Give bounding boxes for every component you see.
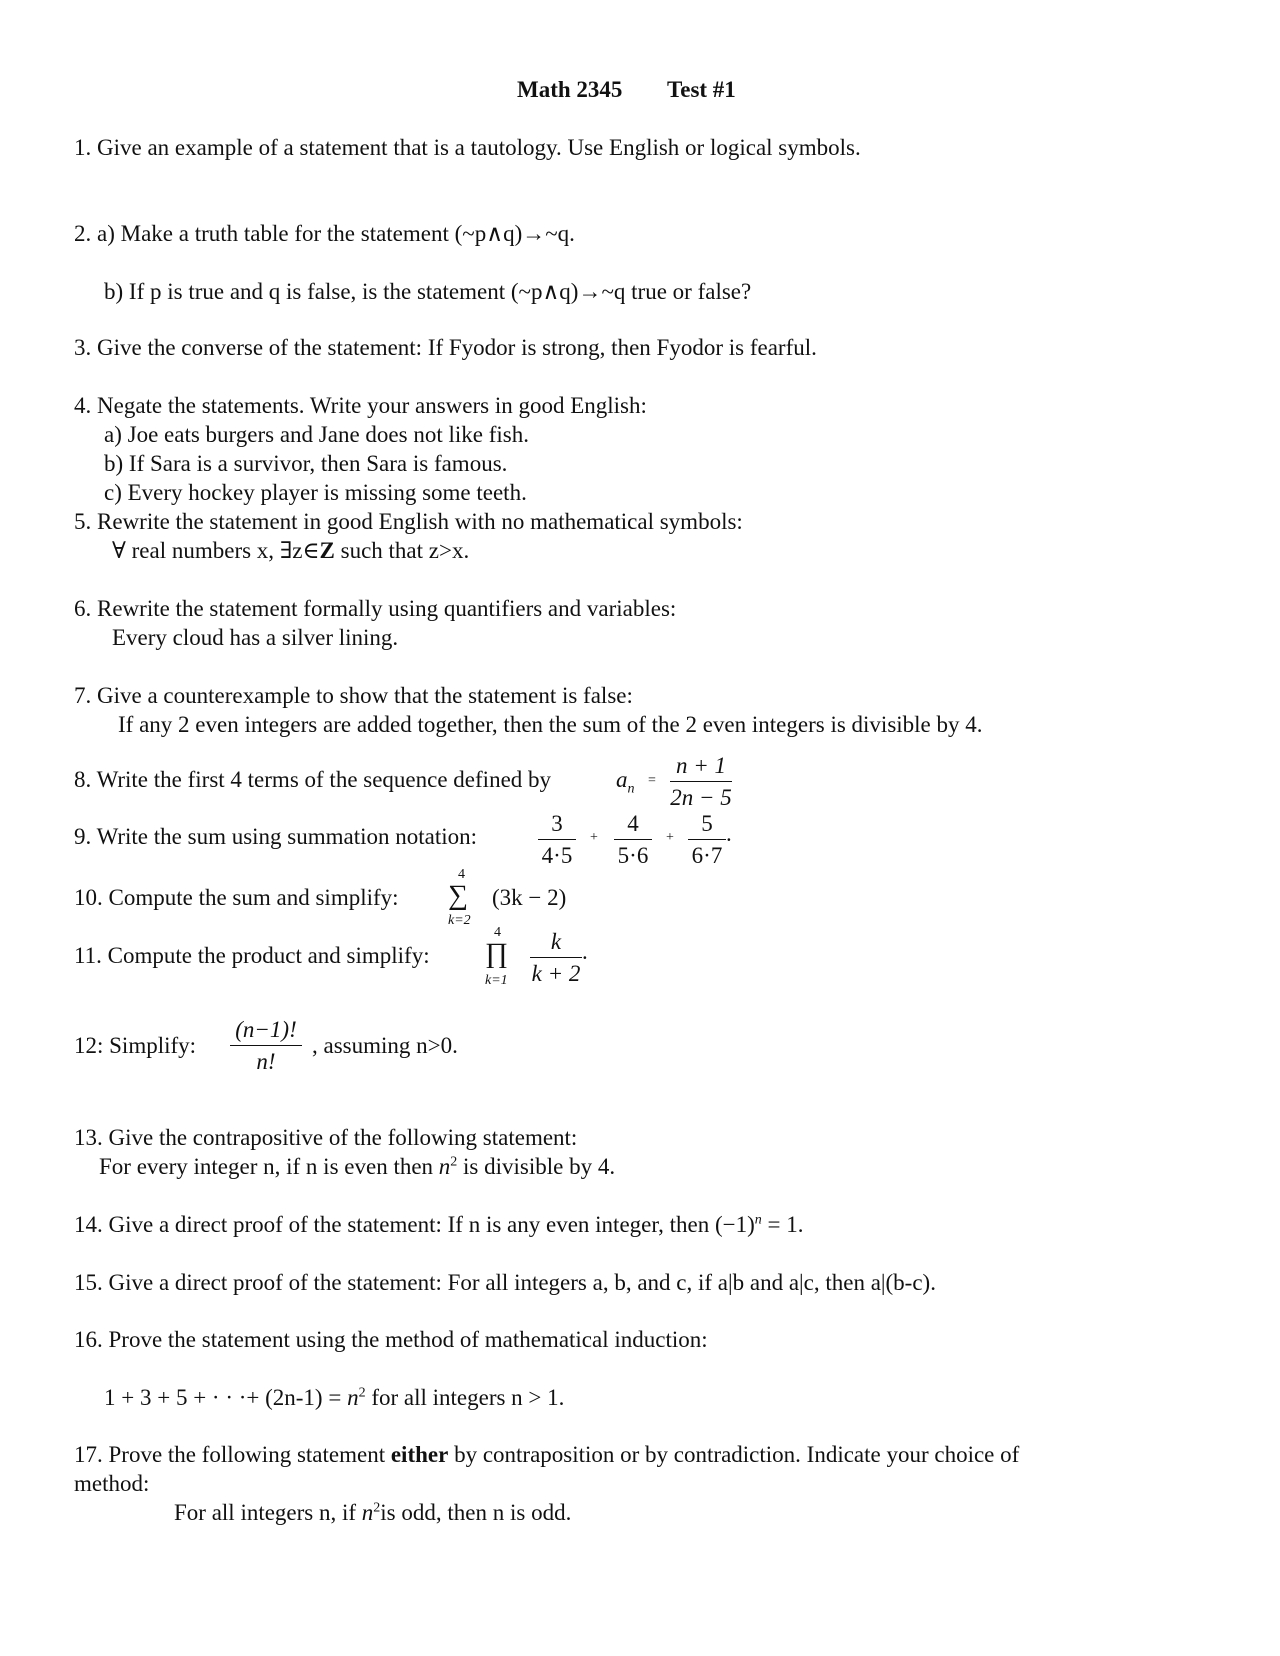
q5-integers-symbol: Z xyxy=(319,538,335,563)
q11-period: . xyxy=(582,939,588,964)
q13-exp: 2 xyxy=(450,1154,458,1170)
q8-fraction xyxy=(670,754,732,809)
sigma-icon: ∑ xyxy=(448,880,468,911)
question-17-statement: For all integers n, if $n^2is$ odd, then n is odd. xyxy=(174,1500,572,1525)
q5-post: such that z>x. xyxy=(334,538,470,563)
question-4: 4. Negate the statements. Write your answers in good English: xyxy=(74,393,647,418)
question-3: 3. Give the converse of the statement: If Fyodor is strong, then Fyodor is fearful. xyxy=(74,335,817,360)
question-4b: b) If Sara is a survivor, then Sara is famous. xyxy=(104,451,508,476)
question-1: 1. Give an example of a statement that is a tautology. Use English or logical symbols. xyxy=(74,135,861,160)
q11-pi-upper: 4 xyxy=(494,925,501,940)
q9-term-2: 4 5·6 xyxy=(614,812,652,867)
question-17-method: method: xyxy=(74,1471,150,1496)
question-11: 11. Compute the product and simplify: xyxy=(74,943,430,968)
q14-exp: n xyxy=(754,1212,762,1228)
pi-product-icon: ∏ xyxy=(485,938,509,969)
question-16: 16. Prove the statement using the method of mathematical induction: xyxy=(74,1327,708,1352)
question-16-statement: 1 + 3 + 5 + · · ·+ $(2n-1) = n^2$ for all integers n > 1. xyxy=(104,1385,565,1410)
question-10: 10. Compute the sum and simplify: xyxy=(74,885,399,910)
question-13-statement: For every integer n, if n is even then $n^2$ is divisible by 4. xyxy=(99,1154,616,1179)
question-12: 12: Simplify: xyxy=(74,1033,197,1058)
question-6: 6. Rewrite the statement formally using quantifiers and variables: xyxy=(74,596,677,621)
q10-sigma-lower: k=2 xyxy=(448,913,471,928)
q9-term-1: 3 4·5 xyxy=(538,812,576,867)
question-14: 14. Give a direct proof of the statement: If n is any even integer, then $(-1)^n = 1$. xyxy=(74,1212,804,1237)
q5-pre: ∀ real numbers x, ∃z∈ xyxy=(112,538,320,563)
q10-sigma-upper: 4 xyxy=(458,867,465,882)
q8-lhs: $a_n$ xyxy=(616,767,635,797)
q11-fraction: k k + 2 xyxy=(531,929,581,986)
q12-fraction: (n−1)! n! xyxy=(230,1018,302,1073)
q12-post: , assuming n>0. xyxy=(312,1033,458,1058)
question-4a: a) Joe eats burgers and Jane does not like fish. xyxy=(104,422,529,447)
q17-exp: 2 xyxy=(373,1500,381,1516)
question-15: 15. Give a direct proof of the statement: For all integers a, b, and c, if a|b and a|c, then a|(b-c). xyxy=(74,1270,936,1295)
question-2a: 2. a) Make a truth table for the statement (~p∧q)→~q. xyxy=(74,221,575,246)
q17-either: either xyxy=(390,1442,449,1467)
q9-plus-2: + xyxy=(666,830,674,845)
question-7-statement: If any 2 even integers are added together, then the sum of the 2 even integers is divisible by 4. xyxy=(118,712,983,737)
q8-numerator: n + 1 xyxy=(675,753,727,778)
question-13: 13. Give the contrapositive of the following statement: xyxy=(74,1125,578,1150)
q10-expression: (3k − 2) xyxy=(492,885,567,910)
course-title: Math 2345 xyxy=(517,77,623,102)
q17-var: n xyxy=(361,1500,374,1525)
q11-pi-lower: k=1 xyxy=(485,973,508,988)
test-title: Test #1 xyxy=(667,77,736,102)
q16-exp: 2 xyxy=(358,1385,366,1401)
question-2b: b) If p is true and q is false, is the statement (~p∧q)→~q true or false? xyxy=(104,279,752,304)
question-5-statement xyxy=(112,539,469,562)
q8-denominator: 2n − 5 xyxy=(670,785,732,810)
question-6-statement: Every cloud has a silver lining. xyxy=(112,625,399,650)
q13-var: n xyxy=(438,1154,451,1179)
question-7: 7. Give a counterexample to show that the statement is false: xyxy=(74,683,633,708)
question-9: 9. Write the sum using summation notation: xyxy=(74,824,478,849)
question-4c: c) Every hockey player is missing some teeth. xyxy=(104,480,527,505)
question-17: 17. Prove the following statement either by contraposition or by contradiction. Indicate your choice of xyxy=(74,1442,1020,1467)
q8-subscript: n xyxy=(627,781,635,797)
question-5: 5. Rewrite the statement in good English with no mathematical symbols: xyxy=(74,509,743,534)
q9-period: . xyxy=(726,821,732,846)
question-8: 8. Write the first 4 terms of the sequence defined by xyxy=(74,767,552,792)
q9-plus-1: + xyxy=(590,830,598,845)
q9-term-3: 5 6·7 xyxy=(688,812,726,867)
q16-var: n xyxy=(347,1385,359,1410)
q8-equals: = xyxy=(648,773,656,788)
